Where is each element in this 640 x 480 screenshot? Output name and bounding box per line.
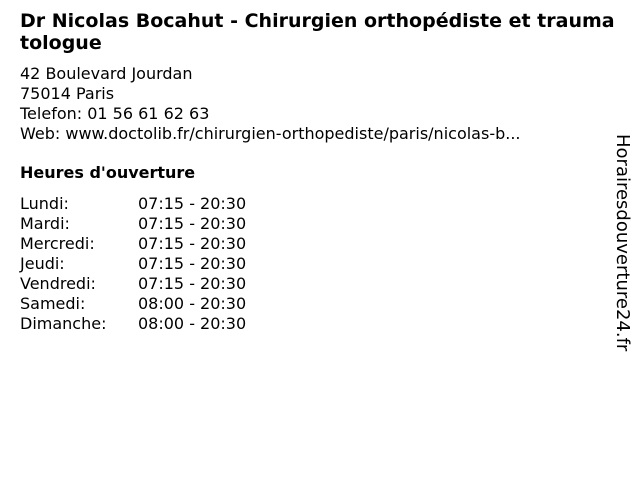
business-contact	[20, 64, 620, 144]
day-hours: 08:00 - 20:30	[138, 294, 247, 313]
hours-row-lundi	[20, 194, 246, 214]
day-label: Mercredi:	[20, 234, 95, 253]
address-city: 75014 Paris	[20, 84, 115, 103]
business-name: Dr Nicolas Bocahut - Chirurgien orthopédiste et traumatologue	[20, 10, 615, 54]
day-hours: 07:15 - 20:30	[138, 214, 247, 233]
hours-row-mercredi	[20, 234, 246, 254]
day-label: Lundi:	[20, 194, 69, 213]
address-street: 42 Boulevard Jourdan	[20, 64, 193, 83]
opening-hours-list	[20, 194, 246, 334]
day-label: Mardi:	[20, 214, 70, 233]
day-hours: 07:15 - 20:30	[138, 274, 247, 293]
day-label: Dimanche:	[20, 314, 107, 333]
day-hours: 07:15 - 20:30	[138, 194, 247, 213]
day-label: Samedi:	[20, 294, 86, 313]
day-label: Vendredi:	[20, 274, 96, 293]
hours-row-mardi	[20, 214, 246, 234]
hours-row-jeudi	[20, 254, 246, 274]
day-label: Jeudi:	[20, 254, 65, 273]
hours-row-dimanche	[20, 314, 246, 334]
hours-row-vendredi	[20, 274, 246, 294]
site-watermark: Horairesdouverture24.fr	[612, 134, 633, 352]
opening-hours-title: Heures d'ouverture	[20, 163, 196, 182]
day-hours: 07:15 - 20:30	[138, 234, 247, 253]
day-hours: 08:00 - 20:30	[138, 314, 247, 333]
phone-number: Telefon: 01 56 61 62 63	[20, 104, 210, 123]
day-hours: 07:15 - 20:30	[138, 254, 247, 273]
website-link[interactable]: Web: www.doctolib.fr/chirurgien-orthopediste/paris/nicolas-b...	[20, 124, 521, 143]
hours-row-samedi	[20, 294, 246, 314]
